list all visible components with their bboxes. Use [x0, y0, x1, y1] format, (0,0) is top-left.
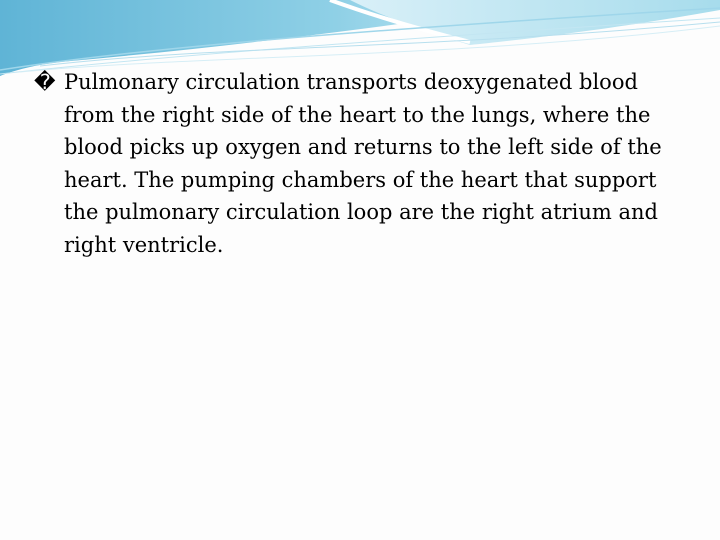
bullet-paragraph	[34, 66, 694, 261]
bullet-icon: �	[34, 70, 56, 94]
bullet-text: Pulmonary circulation transports deoxygenated blood from the right side of the heart to the lungs, where the blood picks up oxygen and returns to the left side of the heart. The pumping chambers of the heart that support the pulmonary circulation loop are the right atrium and right ventricle.	[64, 70, 662, 257]
slide-content	[34, 66, 694, 261]
